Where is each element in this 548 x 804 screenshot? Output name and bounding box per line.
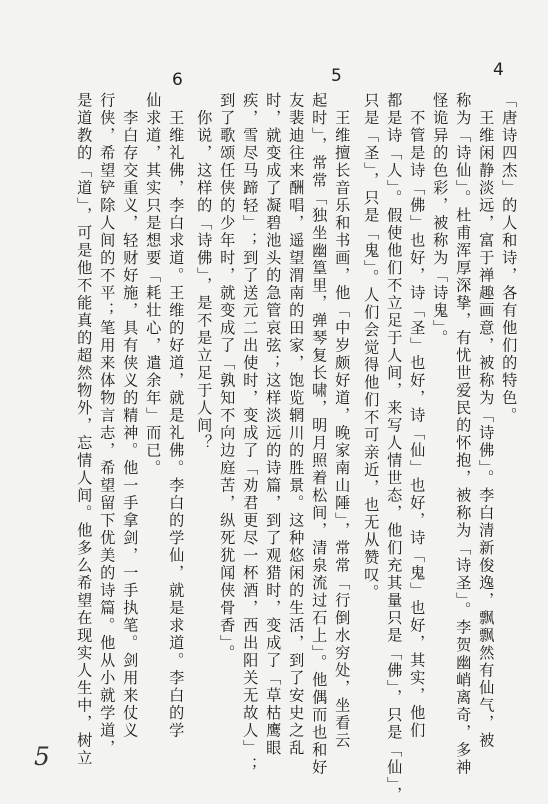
section-marker: 4 (493, 60, 504, 80)
text-column: 你说，这样的「诗佛」，是不是立足于人间？ (195, 92, 214, 452)
text-column: 王维礼佛，李白求道。王维的好道，就是礼佛。李白的学仙，就是求道。李白的学 (167, 92, 186, 740)
text-column: 都是诗「人」。假使他们不立足于人间，来写人情世态，他们充其量只是「佛」，只是「仙」， (385, 92, 404, 804)
section-marker: 6 (172, 70, 183, 90)
text-column: 李白存交重义，轻财好施，具有侠义的精神。他一手拿剑，一手执笔。剑用来仗义 (121, 92, 140, 740)
text-column: 友裴迪往来酬唱，遥望渭南的田家，饱览辋川的胜景。这种悠闲的生活，到了安史之乱 (287, 92, 306, 757)
text-column: 「唐诗四杰」的人和诗，各有他们的特色。 (500, 92, 519, 425)
text-column: 只是「圣」，只是「鬼」。人们会觉得他们不可亲近，也无从赞叹。 (362, 92, 381, 602)
page-number: 5 (34, 742, 50, 771)
text-column: 是道教的「道」，可是他不能真的超然物外，忘情人间。他多么希望在现实人生中，树立 (75, 92, 94, 767)
section-marker: 5 (331, 66, 342, 86)
text-column: 王维擅长音乐和书画，他「中岁颇好道，晚家南山陲」，常常「行倒水穷处，坐看云 (333, 92, 352, 750)
text-column: 行侠，希望铲除人间的不平；笔用来体物言志，希望留下优美的诗篇。他从小就学道， (98, 92, 117, 757)
text-column: 仙求道，其实只是想要「耗壮心，遣余年」而已。 (144, 92, 163, 477)
text-column: 不管是诗「佛」也好，诗「圣」也好，诗「仙」也好，诗「鬼」也好，其实，他们 (408, 92, 427, 740)
text-column: 王维闲静淡远，富于禅趣画意，被称为「诗佛」。李白清新俊逸，飘飘然有仙气，被 (477, 92, 496, 750)
text-column: 时，就变成了凝碧池头的急管哀弦；这样淡远的诗篇，到了观猎时，变成了「草枯鹰眼 (264, 92, 283, 757)
text-column: 疾，雪尽马蹄轻」；到了送元二出使时，变成了「劝君更尽一杯酒，西出阳关无故人」； (241, 92, 260, 775)
text-column: 到了歌颂任侠的少年时，就变成了「孰知不向边庭苦，纵死犹闻侠骨香」。 (218, 92, 237, 662)
text-column: 起时」，常常「独坐幽篁里，弹琴复长啸，明月照着松间，清泉流过石上」。他偶而也和好 (310, 92, 329, 777)
text-column: 怪诡异的色彩，被称为「诗鬼」。 (431, 92, 450, 347)
text-column: 称为「诗仙」。杜甫浑厚深挚，有忧世爱民的怀抱，被称为「诗圣」。李贺幽峭离奇，多神 (454, 92, 473, 777)
